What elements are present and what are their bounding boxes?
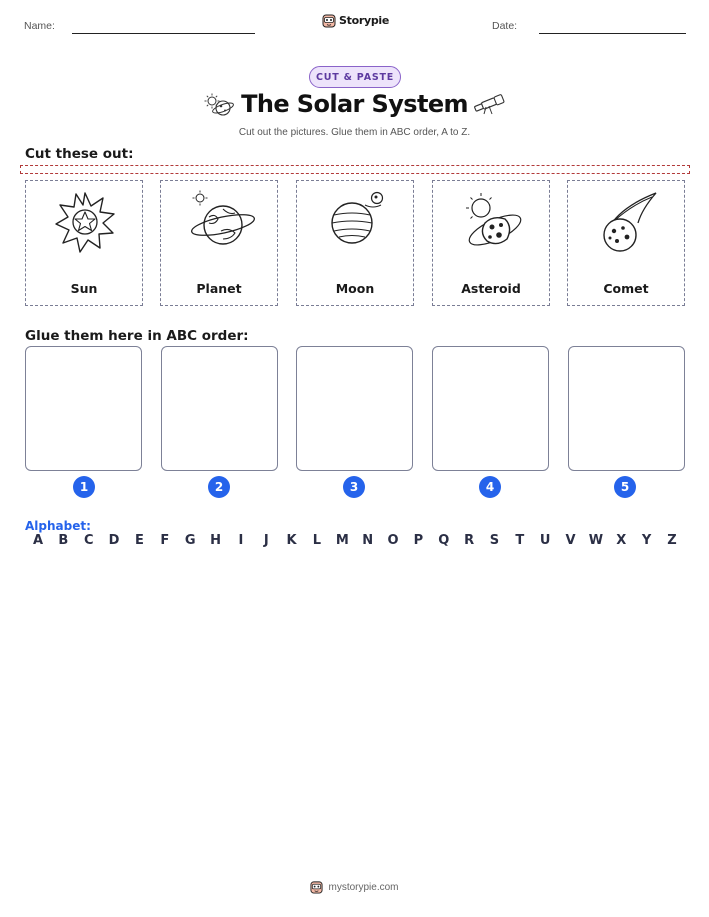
asteroid-icon (457, 187, 527, 257)
name-label: Name: (24, 20, 55, 32)
glue-box-5[interactable] (568, 346, 685, 471)
alphabet-letter: Q (438, 533, 450, 548)
number-badge-1: 1 (73, 476, 95, 498)
alphabet-letter: K (286, 533, 297, 548)
alphabet-letter: D (108, 533, 120, 548)
glue-box-1[interactable] (25, 346, 142, 471)
alphabet-letter: V (565, 533, 576, 548)
alphabet-letter: R (464, 533, 475, 548)
card-label: Planet (196, 281, 242, 296)
brand-name: Storypie (339, 14, 390, 27)
number-badge-2: 2 (208, 476, 230, 498)
footer-site: mystorypie.com (328, 881, 399, 893)
alphabet-letter: Z (667, 533, 677, 548)
alphabet-letter: G (184, 533, 196, 548)
alphabet-letter: F (160, 533, 170, 548)
alphabet-letter: L (312, 533, 322, 548)
alphabet-letter: J (263, 533, 269, 548)
date-line[interactable] (539, 33, 686, 34)
number-badge-4: 4 (479, 476, 501, 498)
name-line[interactable] (72, 33, 255, 34)
glue-box-3[interactable] (296, 346, 413, 471)
card-label: Comet (603, 281, 649, 296)
cut-paste-tag: CUT & PASTE (309, 66, 401, 88)
card-sun[interactable] (25, 180, 143, 306)
instructions: Cut out the pictures. Glue them in ABC order, A to Z. (238, 127, 471, 138)
storypie-mascot-icon (322, 13, 336, 28)
card-planet[interactable] (160, 180, 278, 306)
alphabet-letter: A (32, 533, 44, 548)
alphabet-letter: T (515, 533, 525, 548)
alphabet-label: Alphabet: (25, 519, 91, 533)
cut-line (20, 165, 690, 174)
telescope-icon (472, 94, 506, 116)
card-label: Asteroid (461, 281, 521, 296)
card-comet[interactable] (567, 180, 685, 306)
comet-icon (592, 187, 662, 257)
alphabet-letter: U (539, 533, 551, 548)
brand-logo (322, 13, 389, 28)
moon-icon (321, 187, 391, 257)
glue-box-2[interactable] (161, 346, 278, 471)
alphabet-letter: O (387, 533, 399, 548)
card-label: Sun (70, 281, 98, 296)
number-badge-5: 5 (614, 476, 636, 498)
card-label: Moon (335, 281, 375, 296)
date-label: Date: (492, 20, 518, 32)
alphabet-letter: W (588, 533, 604, 548)
alphabet-letter: M (335, 533, 349, 548)
storypie-mascot-icon (310, 880, 323, 894)
alphabet-letter: N (362, 533, 374, 548)
planet-icon (185, 187, 255, 257)
cut-section-heading: Cut these out: (25, 146, 134, 162)
alphabet-letter: I (238, 533, 244, 548)
alphabet-letter: P (413, 533, 424, 548)
glue-section-heading: Glue them here in ABC order: (25, 328, 249, 344)
sun-icon (50, 187, 120, 257)
alphabet-row (25, 533, 685, 551)
footer (0, 880, 709, 894)
alphabet-letter: S (489, 533, 500, 548)
glue-box-4[interactable] (432, 346, 549, 471)
alphabet-letter: B (58, 533, 69, 548)
alphabet-letter: Y (641, 533, 652, 548)
alphabet-letter: H (210, 533, 221, 548)
card-moon[interactable] (296, 180, 414, 306)
page-title: The Solar System (241, 90, 468, 118)
number-badge-3: 3 (343, 476, 365, 498)
alphabet-letter: E (134, 533, 144, 548)
card-asteroid[interactable] (432, 180, 550, 306)
alphabet-letter: C (83, 533, 94, 548)
alphabet-letter: X (616, 533, 627, 548)
